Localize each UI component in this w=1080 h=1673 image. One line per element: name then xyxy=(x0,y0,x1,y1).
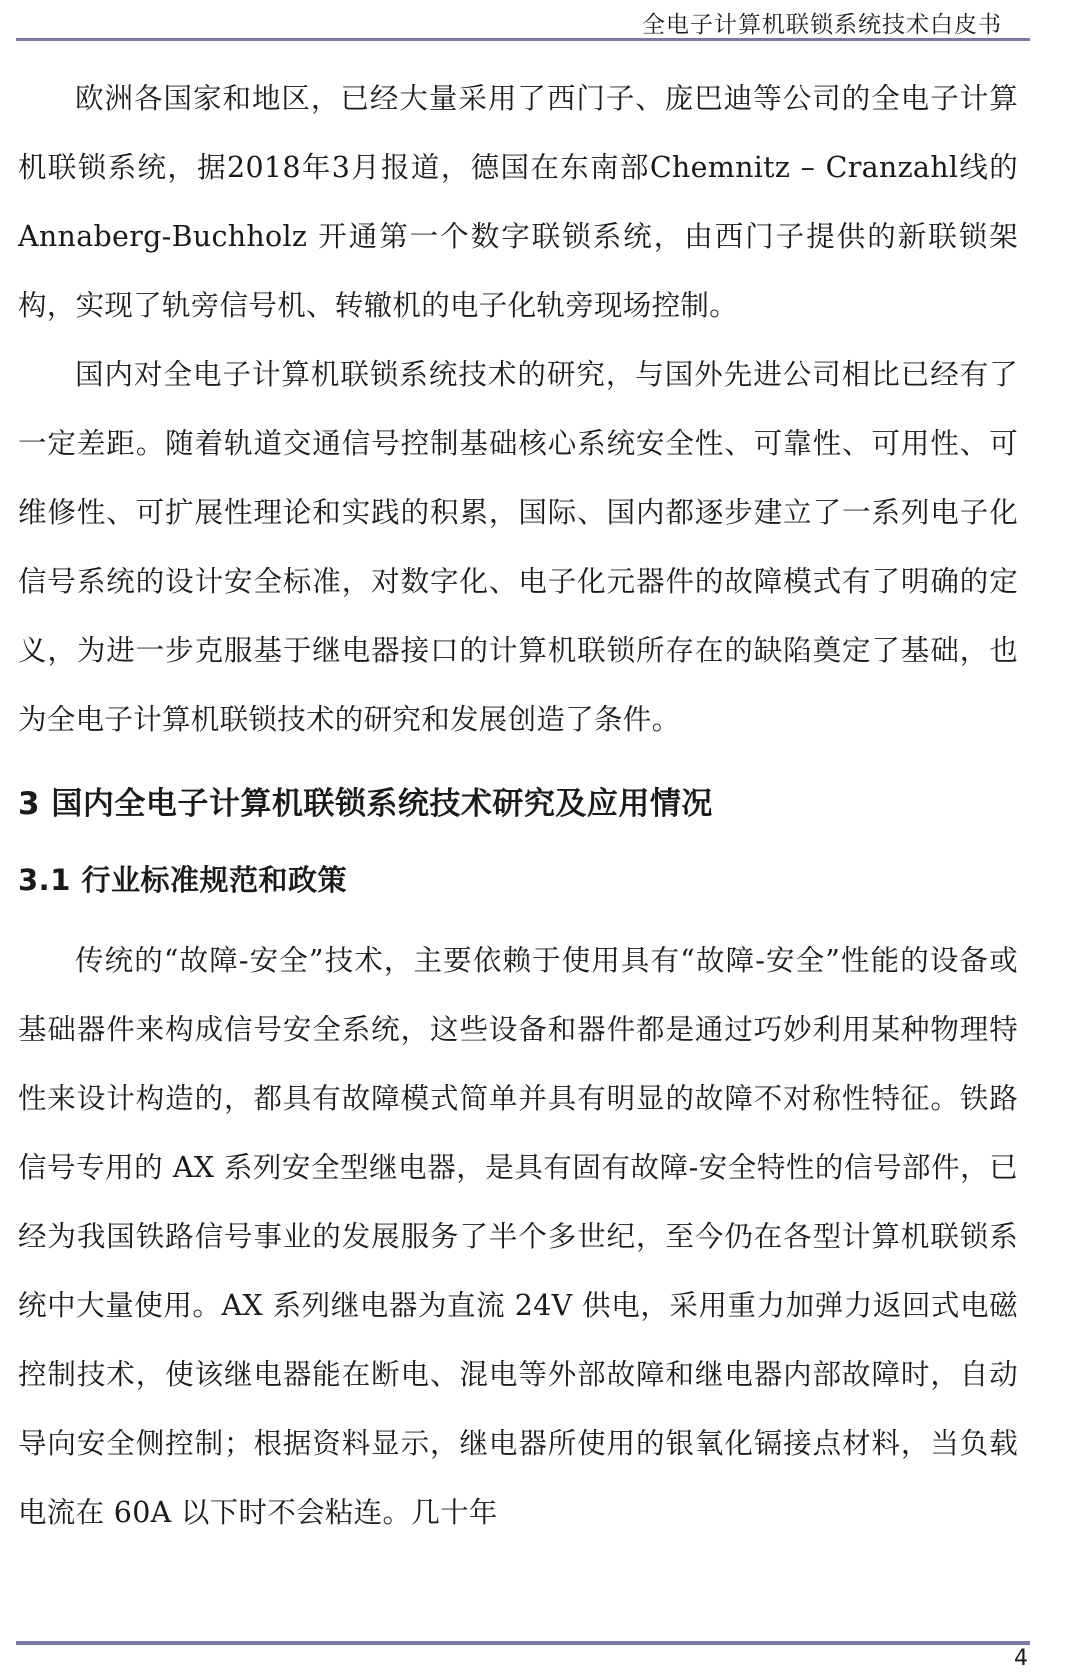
page-number: 4 xyxy=(1014,1646,1028,1671)
footer-rule xyxy=(16,1641,1030,1645)
subsection-heading: 3.1 行业标准规范和政策 xyxy=(18,863,347,897)
paragraph-europe: 欧洲各国家和地区，已经大量采用了西门子、庞巴迪等公司的全电子计算机联锁系统，据2018年3月报道，德国在东南部Chemnitz – Cranzahl线的 Annaberg-Buchholz 开通第一个数字联锁系统，由西门子提供的新联锁架构，实现了轨旁信号机、转辙机的电子化轨旁现场控制。 xyxy=(18,82,1018,322)
paragraph-fail-safe: 传统的“故障-安全”技术，主要依赖于使用具有“故障-安全”性能的设备或基础器件来构成信号安全系统，这些设备和器件都是通过巧妙利用某种物理特性来设计构造的，都具有故障模式简单并具有明显的故障不对称性特征。铁路信号专用的 AX 系列安全型继电器，是具有固有故障-安全特性的信号部件，已经为我国铁路信号事业的发展服务了半个多世纪，至今仍在各型计算机联锁系统中大量使用。AX 系列继电器为直流 24V 供电，采用重力加弹力返回式电磁控制技术，使该继电器能在断电、混电等外部故障和继电器内部故障时，自动导向安全侧控制；根据资料显示，继电器所使用的银氧化镉接点材料，当负载电流在 60A 以下时不会粘连。几十年 xyxy=(18,944,1018,1529)
paragraph-domestic-research: 国内对全电子计算机联锁系统技术的研究，与国外先进公司相比已经有了一定差距。随着轨道交通信号控制基础核心系统安全性、可靠性、可用性、可维修性、可扩展性理论和实践的积累，国际、国内都逐步建立了一系列电子化信号系统的设计安全标准，对数字化、电子化元器件的故障模式有了明确的定义，为进一步克服基于继电器接口的计算机联锁所存在的缺陷奠定了基础，也为全电子计算机联锁技术的研究和发展创造了条件。 xyxy=(18,358,1018,736)
header-rule xyxy=(16,38,1030,41)
document-body xyxy=(18,64,1018,1547)
header-title: 全电子计算机联锁系统技术白皮书 xyxy=(642,12,1002,38)
section-heading: 3 国内全电子计算机联锁系统技术研究及应用情况 xyxy=(18,786,713,822)
